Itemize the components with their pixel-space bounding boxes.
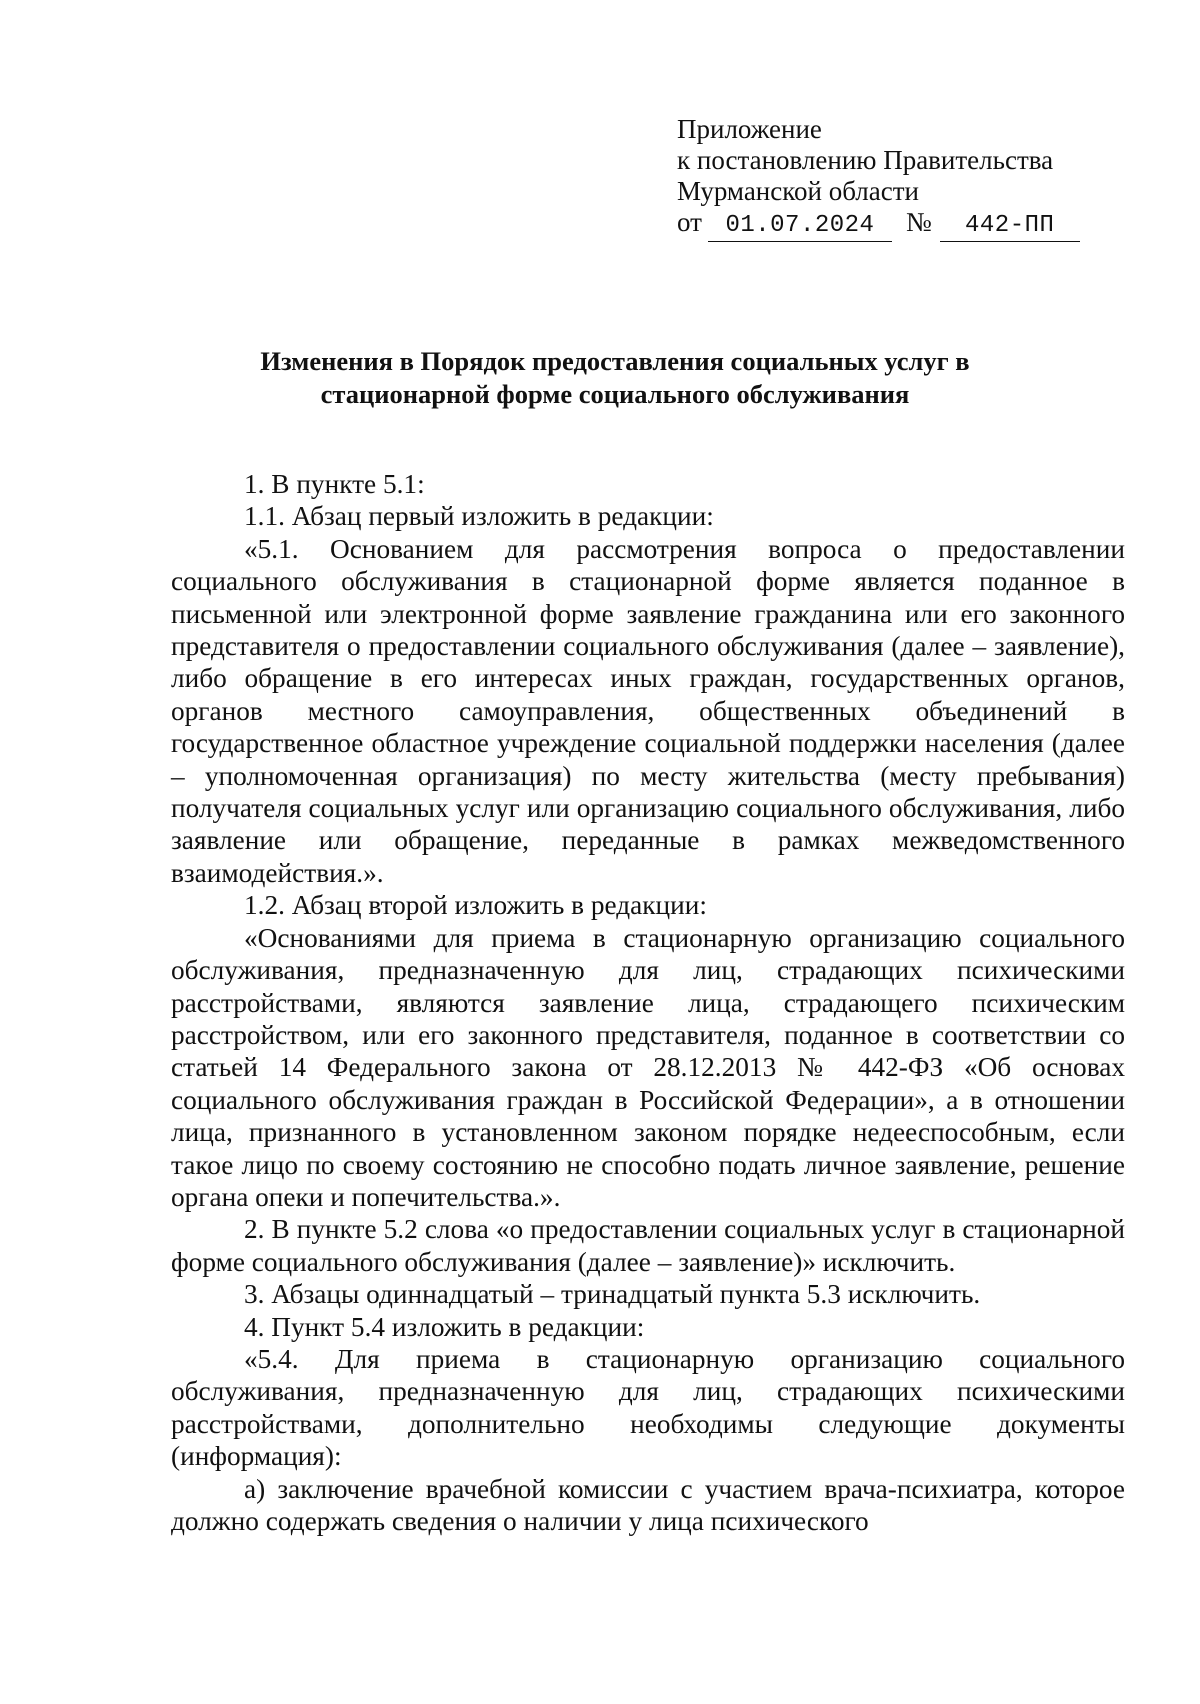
approval-line-appendix: Приложение [677, 114, 822, 144]
paragraph-item-1: 1. В пункте 5.1: [244, 469, 425, 499]
document-body [171, 468, 1125, 1537]
date-value: 01.07.2024 [708, 210, 892, 242]
paragraph-item-1-1: 1.1. Абзац первый изложить в редакции: [244, 501, 714, 532]
number-sign: № [905, 207, 932, 237]
paragraph-subitem-a: а) заключение врачебной комиссии с участием врача-психиатра, которое должно содержать сведения о наличии у лица психического [171, 1473, 1125, 1536]
paragraph-quote-grounds: «Основаниями для приема в стационарную организацию социального обслуживания, предназначенную для лиц, страдающих психическими расстройствами, являются заявление лица, страдающего психическим расстройством, или его законного представителя, поданное в соответствии со статьей 14 Федерального закона от 28.12.2013 № 442-ФЗ «Об основах социального обслуживания граждан в Российской Федерации», а в отношении лица, признанного в установленном законом порядке недееспособным, если такое лицо по своему состоянию не способно подать личное заявление, решение органа опеки и попечительства.». [171, 922, 1125, 1212]
approval-date-line [677, 207, 1080, 242]
paragraph-quote-5-1: «5.1. Основанием для рассмотрения вопроса о предоставлении социального обслуживания в стационарной форме является поданное в письменной или электронной форме заявление гражданина или его законного представителя о предоставлении социального обслуживания (далее – заявление), либо обращение в его интересах иных граждан, государственных органов, органов местного самоуправления, общественных объединений в государственное областное учреждение социальной поддержки населения (далее – уполномоченная организация) по месту жительства (месту пребывания) получателя социальных услуг или организацию социального обслуживания, либо заявление или обращение, переданные в рамках межведомственного взаимодействия.». [171, 533, 1125, 888]
document-number: 442-ПП [940, 210, 1080, 242]
approval-line-region: Мурманской области [677, 176, 919, 206]
approval-stamp-block [677, 114, 1080, 242]
document-title [170, 345, 1060, 411]
paragraph-quote-5-4: «5.4. Для приема в стационарную организацию социального обслуживания, предназначенную для лиц, страдающих психическими расстройствами, дополнительно необходимы следующие документы (информация): [171, 1343, 1125, 1472]
paragraph-item-2: 2. В пункте 5.2 слова «о предоставлении социальных услуг в стационарной форме социального обслуживания (далее – заявление)» исключить. [171, 1214, 1125, 1277]
title-line-2: стационарной форме социального обслуживания [320, 379, 910, 409]
paragraph-item-4: 4. Пункт 5.4 изложить в редакции: [244, 1311, 645, 1342]
date-prefix: от [677, 207, 702, 237]
paragraph-item-3: 3. Абзацы одиннадцатый – тринадцатый пункта 5.3 исключить. [244, 1279, 981, 1310]
title-line-1: Изменения в Порядок предоставления социальных услуг в [260, 346, 970, 376]
paragraph-item-1-2: 1.2. Абзац второй изложить в редакции: [244, 890, 707, 921]
approval-line-resolution: к постановлению Правительства [677, 145, 1054, 175]
